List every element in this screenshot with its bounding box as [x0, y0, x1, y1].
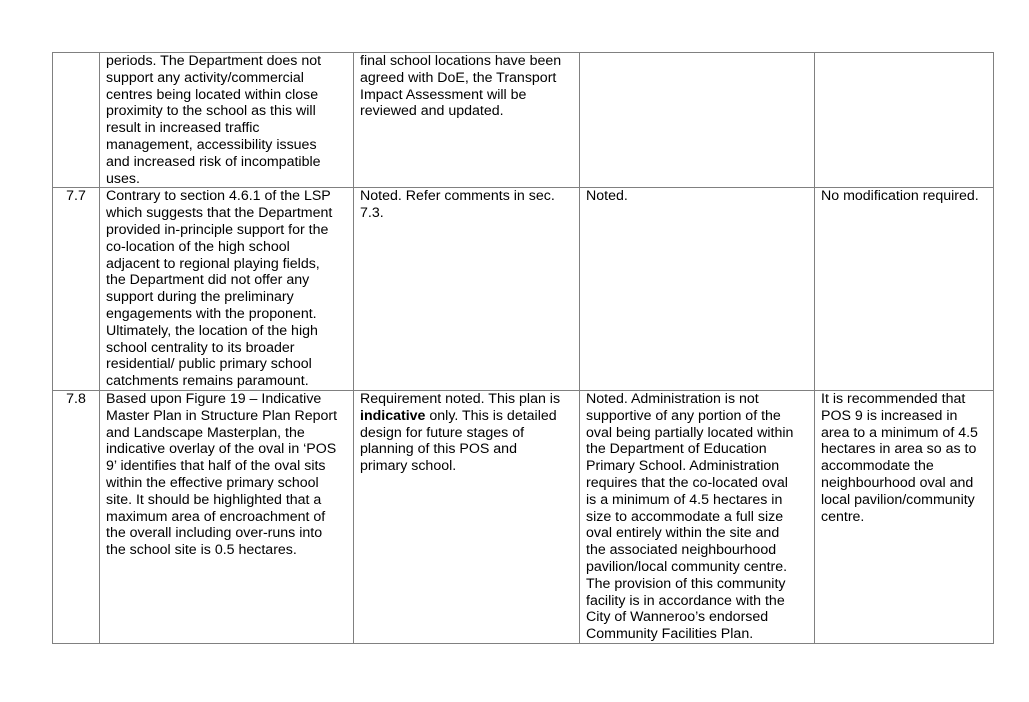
text-line: maximum area of encroachment of [106, 508, 326, 525]
text-line: oval being partially located within [586, 424, 794, 441]
text-line: size to accommodate a full size [586, 508, 784, 525]
text-line: 7.3. [360, 205, 384, 222]
text-line: It is recommended that [821, 390, 966, 407]
text-line: the associated neighbourhood [586, 542, 777, 559]
table-row [53, 188, 994, 391]
text-line: site. It should be highlighted that a [106, 491, 322, 508]
text-line: centre. [821, 508, 865, 525]
text-line: final school locations have been [360, 53, 562, 69]
text-line: the school site is 0.5 hectares. [106, 542, 297, 559]
applicant-response-cell [354, 188, 580, 391]
text-line: 9’ identifies that half of the oval sits [106, 458, 326, 475]
text-line: which suggests that the Department [106, 205, 333, 222]
text-line: Ultimately, the location of the high [106, 322, 318, 339]
text-line: the Department of Education [586, 441, 767, 458]
text-line: is a minimum of 4.5 hectares in [586, 491, 783, 508]
text-line: indicative overlay of the oval in ‘POS [106, 441, 337, 458]
applicant-response-cell [354, 53, 580, 188]
emphasis-text: indicative [360, 407, 426, 424]
text-line: the Department did not offer any [106, 272, 310, 289]
table-row [53, 390, 994, 643]
applicant-response-cell [354, 390, 580, 643]
text-line: residential/ public primary school [106, 356, 312, 373]
text-line: supportive of any portion of the [586, 407, 781, 424]
text-line: facility is in accordance with the [586, 592, 785, 609]
submission-cell [100, 188, 354, 391]
text-line: centres being located within close [106, 86, 319, 103]
text-line: design for future stages of [360, 424, 525, 441]
text-line: Noted. Refer comments in sec. [360, 188, 555, 205]
text-line: support any activity/commercial [106, 69, 304, 86]
text-line: adjacent to regional playing fields, [106, 255, 320, 272]
submission-cell [100, 390, 354, 643]
text-line: support during the preliminary [106, 289, 294, 306]
text-fragment: only. This is detailed [425, 407, 557, 424]
text-line: Noted. Administration is not [586, 390, 759, 407]
submission-cell [100, 53, 354, 188]
administration-comment-cell [580, 188, 815, 391]
administration-comment-cell [580, 53, 815, 188]
text-line: periods. The Department does not [106, 53, 322, 69]
text-line: result in increased traffic [106, 120, 260, 137]
text-line: neighbourhood oval and [821, 474, 974, 491]
text-line: reviewed and updated. [360, 103, 504, 120]
text-line: The provision of this community [586, 575, 786, 592]
text-line: accommodate the [821, 458, 934, 475]
text-line: proximity to the school as this will [106, 103, 316, 120]
recommendation-cell [815, 390, 994, 643]
recommendation-cell [815, 53, 994, 188]
text-line: and increased risk of incompatible [106, 153, 321, 170]
text-line: oval entirely within the site and [586, 525, 780, 542]
text-line: school centrality to its broader [106, 339, 295, 356]
text-line: Impact Assessment will be [360, 86, 527, 103]
text-line: Community Facilities Plan. [586, 626, 754, 643]
administration-comment-cell [580, 390, 815, 643]
text-line: requires that the co-located oval [586, 474, 788, 491]
text-line: catchments remains paramount. [106, 373, 309, 390]
text-line: provided in-principle support for the [106, 221, 329, 238]
text-line: Contrary to section 4.6.1 of the LSP [106, 188, 331, 205]
text-line [360, 408, 573, 425]
text-line: local pavilion/community [821, 491, 975, 508]
text-line: Noted. [586, 188, 628, 205]
item-number-cell: 7.8 [53, 390, 100, 643]
text-line: Master Plan in Structure Plan Report [106, 407, 338, 424]
text-line: Requirement noted. This plan is [360, 390, 561, 407]
text-line: Primary School. Administration [586, 458, 780, 475]
table-row [53, 53, 994, 188]
item-number-cell [53, 53, 100, 188]
text-line: management, accessibility issues [106, 136, 317, 153]
text-line: planning of this POS and [360, 441, 517, 458]
text-line: Based upon Figure 19 – Indicative [106, 390, 322, 407]
text-line: pavilion/local community centre. [586, 558, 788, 575]
text-line: the overall including over-runs into [106, 525, 323, 542]
text-line: co-location of the high school [106, 238, 290, 255]
text-line: primary school. [360, 458, 457, 475]
text-line: engagements with the proponent. [106, 305, 317, 322]
text-line: area to a minimum of 4.5 [821, 424, 978, 441]
text-line: No modification required. [821, 188, 979, 205]
item-number-cell: 7.7 [53, 188, 100, 391]
recommendation-cell [815, 188, 994, 391]
text-line: City of Wanneroo’s endorsed [586, 609, 769, 626]
text-line: hectares in area so as to [821, 441, 977, 458]
text-line: and Landscape Masterplan, the [106, 424, 305, 441]
submissions-table [52, 52, 994, 644]
text-line: within the effective primary school [106, 474, 319, 491]
text-line: uses. [106, 170, 140, 187]
text-line: POS 9 is increased in [821, 407, 958, 424]
text-line: agreed with DoE, the Transport [360, 69, 557, 86]
